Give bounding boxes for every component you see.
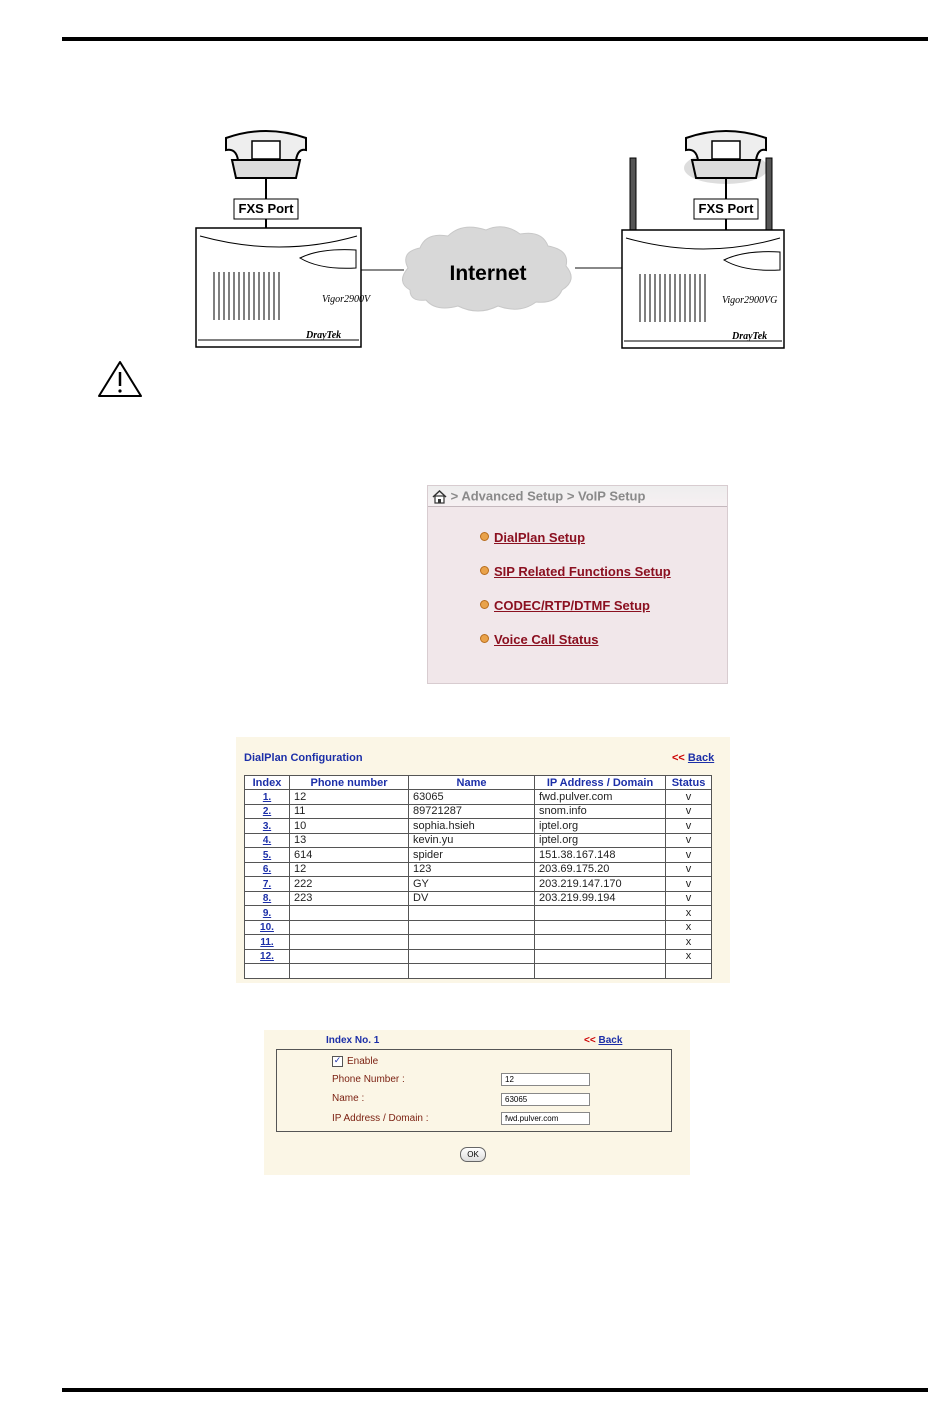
name-cell — [409, 935, 535, 950]
ip-domain-cell: 203.219.147.170 — [535, 877, 666, 892]
table-row — [245, 848, 712, 863]
name-cell — [409, 949, 535, 964]
index-link[interactable]: 10. — [260, 922, 274, 934]
status-cell: v — [666, 819, 712, 834]
index-link[interactable]: 7. — [262, 878, 272, 890]
index-link[interactable]: 11. — [260, 936, 274, 948]
table-row — [245, 935, 712, 950]
ip-domain-cell: 203.69.175.20 — [535, 862, 666, 877]
right-brand-label: DrayTek — [732, 331, 768, 342]
phone-number-cell — [290, 935, 409, 950]
phone-number-input[interactable] — [501, 1073, 590, 1086]
ip-domain-input[interactable] — [501, 1112, 590, 1125]
bullet-icon — [480, 634, 489, 643]
name-cell: spider — [409, 848, 535, 863]
name-cell: 63065 — [409, 790, 535, 805]
index-cell — [245, 790, 290, 805]
home-icon[interactable] — [432, 490, 447, 504]
empty-cell — [409, 964, 535, 979]
name-cell: kevin.yu — [409, 833, 535, 848]
table-row — [245, 819, 712, 834]
table-row — [245, 949, 712, 964]
phone-number-cell: 223 — [290, 891, 409, 906]
ip-domain-cell: iptel.org — [535, 819, 666, 834]
left-telephone-icon — [226, 131, 306, 200]
name-cell — [409, 906, 535, 921]
column-header: Name — [409, 776, 535, 790]
status-cell: v — [666, 833, 712, 848]
index-link[interactable]: 12. — [260, 951, 274, 963]
index-title: Index No. 1 — [326, 1035, 380, 1046]
left-brand-label: DrayTek — [306, 330, 342, 341]
status-cell: x — [666, 906, 712, 921]
menu-item-voice-call — [480, 632, 671, 666]
warning-icon — [99, 362, 141, 396]
dialplan-setup-link[interactable]: DialPlan Setup — [494, 530, 586, 545]
status-cell: x — [666, 920, 712, 935]
column-header: IP Address / Domain — [535, 776, 666, 790]
back-arrows: << — [584, 1035, 596, 1046]
enable-label: Enable — [347, 1056, 379, 1067]
empty-cell — [245, 964, 290, 979]
index-link[interactable]: 6. — [262, 864, 272, 876]
name-cell: GY — [409, 877, 535, 892]
phone-number-cell — [290, 920, 409, 935]
phone-number-cell: 12 — [290, 790, 409, 805]
status-cell: x — [666, 935, 712, 950]
index-link[interactable]: 2. — [262, 806, 272, 818]
column-header: Phone number — [290, 776, 409, 790]
index-cell — [245, 833, 290, 848]
ip-domain-cell — [535, 949, 666, 964]
dialplan-title: DialPlan Configuration — [244, 752, 363, 764]
table-row — [245, 790, 712, 805]
ip-domain-cell: snom.info — [535, 804, 666, 819]
voip-menu-list — [480, 530, 671, 666]
phone-number-label: Phone Number : — [332, 1074, 405, 1085]
status-cell: v — [666, 877, 712, 892]
codec-setup-link[interactable]: CODEC/RTP/DTMF Setup — [494, 598, 650, 613]
enable-checkbox[interactable]: ✓ — [333, 1056, 342, 1066]
table-row — [245, 862, 712, 877]
column-header: Status — [666, 776, 712, 790]
status-cell: v — [666, 804, 712, 819]
bullet-icon — [480, 600, 489, 609]
phone-number-cell: 12 — [290, 862, 409, 877]
status-cell: v — [666, 848, 712, 863]
status-cell: v — [666, 862, 712, 877]
status-cell: v — [666, 790, 712, 805]
name-input[interactable] — [501, 1093, 590, 1106]
index-cell — [245, 862, 290, 877]
table-row — [245, 920, 712, 935]
bullet-icon — [480, 566, 489, 575]
phone-number-cell — [290, 949, 409, 964]
back-link-group — [672, 752, 714, 764]
ip-domain-cell — [535, 935, 666, 950]
index-cell — [245, 804, 290, 819]
empty-cell — [290, 964, 409, 979]
right-fxs-label: FXS Port — [698, 201, 754, 216]
name-cell: 123 — [409, 862, 535, 877]
ip-domain-label: IP Address / Domain : — [332, 1113, 429, 1124]
ip-domain-cell: 203.219.99.194 — [535, 891, 666, 906]
index-link[interactable]: 5. — [262, 849, 272, 861]
index-cell — [245, 906, 290, 921]
ip-domain-cell — [535, 920, 666, 935]
bullet-icon — [480, 532, 489, 541]
name-cell: 89721287 — [409, 804, 535, 819]
empty-cell — [666, 964, 712, 979]
column-header: Index — [245, 776, 290, 790]
left-model-label: Vigor2900V — [322, 294, 371, 305]
index-cell — [245, 891, 290, 906]
ok-button[interactable]: OK — [460, 1147, 486, 1162]
internet-label: Internet — [449, 262, 527, 285]
index-cell — [245, 935, 290, 950]
breadcrumb-text: > Advanced Setup > VoIP Setup — [450, 488, 646, 504]
phone-number-cell — [290, 906, 409, 921]
phone-number-cell: 11 — [290, 804, 409, 819]
ip-domain-cell — [535, 906, 666, 921]
index-cell — [245, 949, 290, 964]
index-link[interactable]: 4. — [262, 835, 272, 847]
sip-functions-link[interactable]: SIP Related Functions Setup — [494, 564, 671, 579]
dialplan-table — [244, 775, 712, 979]
index-cell — [245, 877, 290, 892]
status-cell: x — [666, 949, 712, 964]
phone-number-cell: 10 — [290, 819, 409, 834]
empty-cell — [535, 964, 666, 979]
dialplan-config-panel — [236, 737, 730, 983]
table-row — [245, 877, 712, 892]
index-cell — [245, 819, 290, 834]
voice-call-status-link[interactable]: Voice Call Status — [494, 632, 599, 647]
network-diagram — [0, 0, 950, 410]
dialplan-table-body — [245, 790, 712, 979]
status-cell: v — [666, 891, 712, 906]
ip-domain-cell: 151.38.167.148 — [535, 848, 666, 863]
index-cell — [245, 920, 290, 935]
table-header-row — [245, 776, 712, 790]
left-fxs-label: FXS Port — [238, 201, 294, 216]
phone-number-cell: 614 — [290, 848, 409, 863]
bottom-rule — [62, 1388, 928, 1392]
index-edit-panel — [264, 1030, 690, 1175]
table-row — [245, 964, 712, 979]
index-form-box — [276, 1049, 672, 1132]
back-link-group — [584, 1035, 622, 1046]
name-cell: DV — [409, 891, 535, 906]
menu-item-codec — [480, 598, 671, 632]
ip-domain-cell: iptel.org — [535, 833, 666, 848]
right-telephone-icon — [686, 131, 766, 200]
table-row — [245, 804, 712, 819]
table-row — [245, 906, 712, 921]
menu-item-sip — [480, 564, 671, 598]
index-link[interactable]: 8. — [262, 893, 272, 905]
index-link[interactable]: 9. — [262, 907, 272, 919]
name-cell: sophia.hsieh — [409, 819, 535, 834]
index-cell — [245, 848, 290, 863]
table-row — [245, 833, 712, 848]
table-row — [245, 891, 712, 906]
ip-domain-cell: fwd.pulver.com — [535, 790, 666, 805]
back-arrows: << — [672, 752, 685, 764]
name-cell — [409, 920, 535, 935]
phone-number-cell: 222 — [290, 877, 409, 892]
index-link[interactable]: 1. — [262, 791, 272, 803]
index-link[interactable]: 3. — [262, 820, 272, 832]
back-link[interactable]: Back — [598, 1035, 623, 1046]
breadcrumb — [428, 486, 727, 507]
phone-number-cell: 13 — [290, 833, 409, 848]
menu-item-dialplan — [480, 530, 671, 564]
back-link[interactable]: Back — [687, 752, 715, 764]
voip-setup-panel — [427, 485, 728, 684]
name-label: Name : — [332, 1093, 365, 1104]
right-model-label: Vigor2900VG — [722, 295, 778, 306]
